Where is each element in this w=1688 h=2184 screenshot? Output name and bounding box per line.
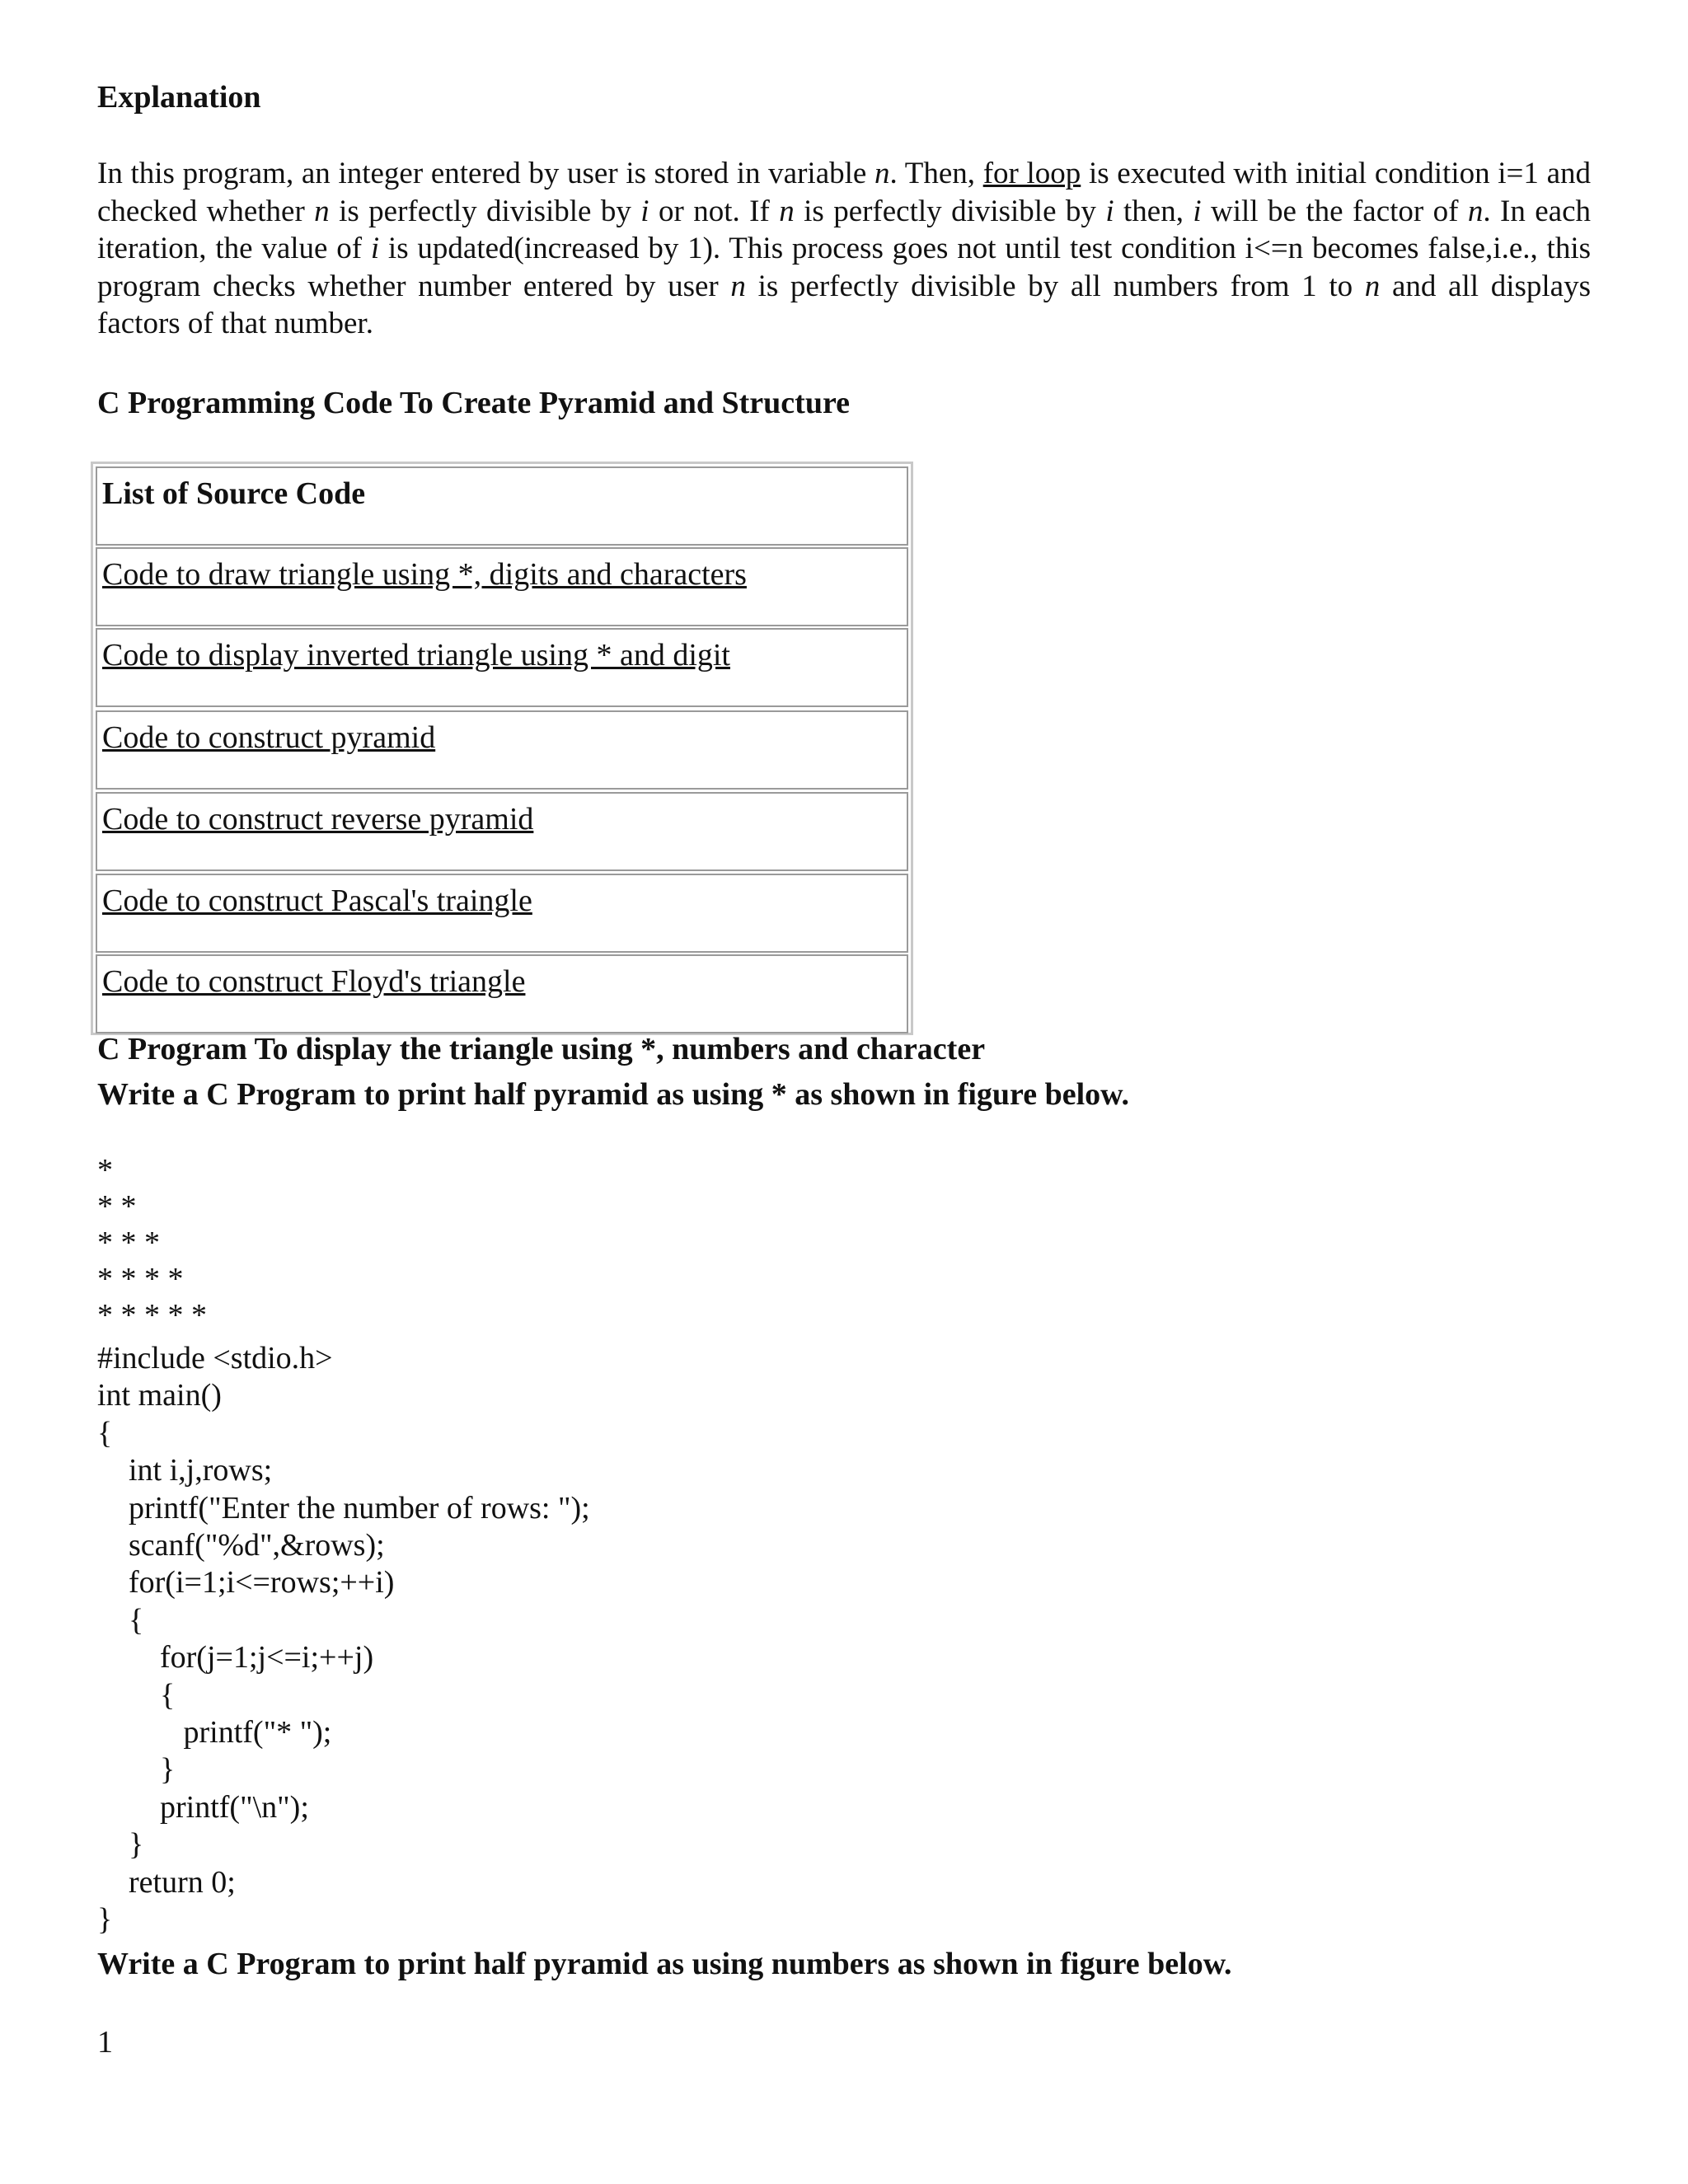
- variable-n: n: [1364, 269, 1381, 303]
- source-code-list-table: [91, 462, 913, 1035]
- paragraph-text: then,: [1114, 194, 1193, 228]
- page-number: 1: [97, 2025, 113, 2060]
- code-listing: #include <stdio.h> int main() { int i,j,rows; printf("Enter the number of rows: "); scanf("%d",&rows); for(i=1;i<=rows;++i) { for(j=1;j<=i;++j) { printf("* "); } printf("\n"); } return 0; }: [97, 1341, 590, 1938]
- toc-row: [96, 547, 908, 626]
- pattern-row: * * * * *: [97, 1298, 207, 1333]
- pattern-row: * *: [97, 1189, 137, 1224]
- variable-n: n: [730, 269, 746, 303]
- section-heading: C Programming Code To Create Pyramid and Structure: [97, 386, 851, 420]
- variable-i: i: [640, 194, 649, 228]
- explanation-paragraph: [97, 155, 1591, 343]
- toc-row: [96, 710, 908, 790]
- variable-n: n: [779, 194, 795, 228]
- pattern-row: * * * *: [97, 1262, 184, 1296]
- paragraph-text: is perfectly divisible by: [794, 194, 1106, 228]
- paragraph-text: . In each iteration, the value of: [97, 194, 1592, 266]
- pattern-row: *: [97, 1153, 113, 1188]
- paragraph-text: is perfectly divisible by: [329, 194, 641, 228]
- toc-link-inverted-triangle[interactable]: Code to display inverted triangle using * and digit: [102, 638, 730, 673]
- toc-link-reverse-pyramid[interactable]: Code to construct reverse pyramid: [102, 802, 534, 837]
- variable-n: n: [314, 194, 330, 228]
- for-loop-link[interactable]: for loop: [982, 157, 1081, 190]
- toc-row: [96, 954, 908, 1033]
- paragraph-text: is executed with initial condition i=1 and checked whether: [97, 157, 1591, 228]
- toc-row: [96, 874, 908, 953]
- variable-i: i: [370, 232, 380, 266]
- toc-row: [96, 792, 908, 871]
- paragraph-text: is updated(increased by 1). This process goes not until test condition i<=n becomes false,i.e., this program checks whether number entered by user: [97, 232, 1592, 303]
- document-page: [97, 0, 1591, 2184]
- toc-link-pyramid[interactable]: Code to construct pyramid: [102, 720, 436, 755]
- paragraph-text: is perfectly divisible by all numbers from 1 to: [745, 269, 1365, 303]
- variable-i: i: [1193, 194, 1202, 228]
- pattern-row: * * *: [97, 1226, 160, 1260]
- triangle-program-heading: C Program To display the triangle using *, numbers and character: [97, 1032, 986, 1066]
- toc-link-floyds-triangle[interactable]: Code to construct Floyd's triangle: [102, 964, 526, 999]
- paragraph-text: and all displays factors of that number.: [97, 269, 1591, 341]
- toc-row: [96, 628, 908, 707]
- variable-i: i: [1105, 194, 1114, 228]
- paragraph-text: will be the factor of: [1201, 194, 1468, 228]
- paragraph-text: . Then,: [889, 157, 983, 190]
- half-pyramid-numbers-heading: Write a C Program to print half pyramid as using numbers as shown in figure below.: [97, 1947, 1232, 1981]
- source-code-list-header: List of Source Code: [96, 466, 908, 546]
- variable-n: n: [874, 157, 890, 190]
- paragraph-text: or not. If: [649, 194, 780, 228]
- toc-link-triangle[interactable]: Code to draw triangle using *, digits and characters: [102, 557, 747, 592]
- paragraph-text: In this program, an integer entered by user is stored in variable: [97, 157, 874, 190]
- variable-n: n: [1467, 194, 1484, 228]
- explanation-heading: Explanation: [97, 80, 261, 115]
- toc-link-pascals-triangle[interactable]: Code to construct Pascal's traingle: [102, 883, 532, 918]
- half-pyramid-star-heading: Write a C Program to print half pyramid as using * as shown in figure below.: [97, 1077, 1129, 1112]
